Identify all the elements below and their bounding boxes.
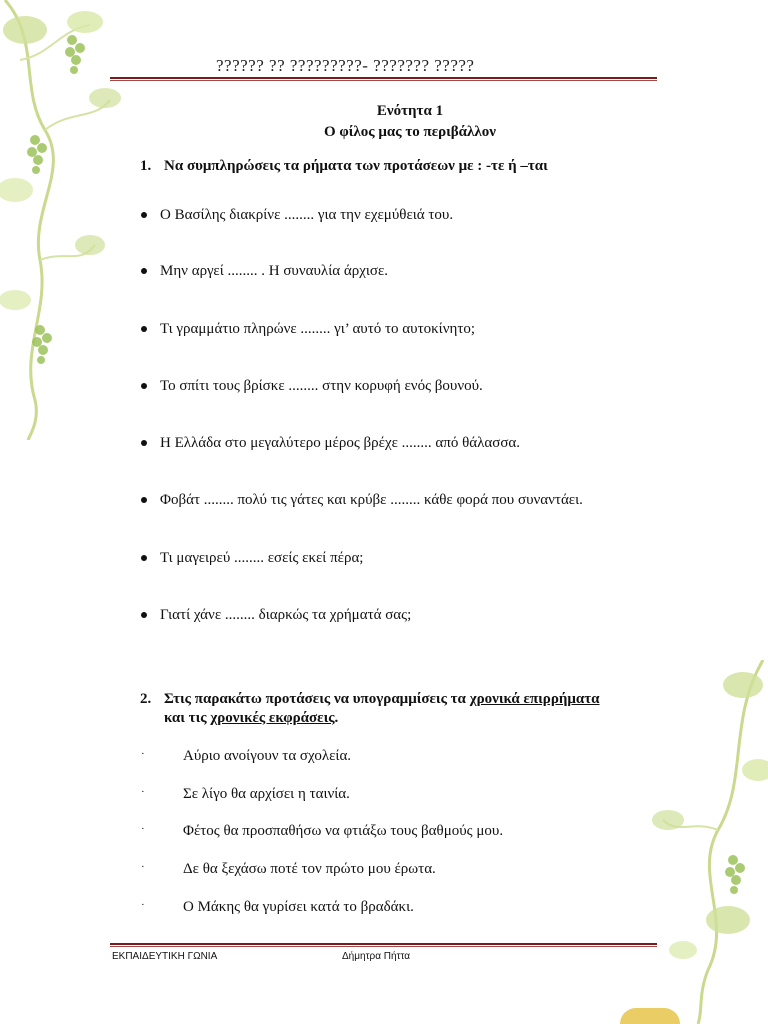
- bullet-icon: [141, 212, 147, 218]
- bullet-icon: [141, 440, 147, 446]
- exercise1-instruction: Να συμπληρώσεις τα ρήματα των προτάσεων με : -τε ή –ται: [164, 158, 548, 174]
- exercise2-number: 2.: [140, 691, 152, 707]
- exercise1-heading: [140, 157, 548, 176]
- exercise2-heading: 2. Στις παρακάτω προτάσεις να υπογραμμίσεις τα χρονικά επιρρήματα και τις χρονικές εκφράσεις.: [140, 691, 600, 726]
- list-item: · Σε λίγο θα αρχίσει η ταινία.: [141, 786, 350, 802]
- underlined-term: χρονικές εκφράσεις: [210, 710, 335, 726]
- underlined-term: χρονικά επιρρήματα: [469, 691, 600, 707]
- corner-decoration: [620, 1008, 680, 1024]
- list-item: Τι μαγειρεύ ........ εσείς εκεί πέρα;: [141, 548, 363, 568]
- grapevine-decoration-left: [0, 0, 130, 440]
- header-rule: [110, 77, 657, 81]
- list-item: Το σπίτι τους βρίσκε ........ στην κορυφή ενός βουνού.: [141, 376, 483, 396]
- list-item: Μην αργεί ........ . Η συναυλία άρχισε.: [141, 261, 388, 281]
- grapevine-decoration-right: [648, 660, 768, 1024]
- list-item: · Ο Μάκης θα γυρίσει κατά το βραδάκι.: [141, 899, 414, 915]
- list-item: · Δε θα ξεχάσω ποτέ τον πρώτο μου έρωτα.: [141, 861, 436, 877]
- list-item: · Φέτος θα προσπαθήσω να φτιάξω τους βαθμούς μου.: [141, 823, 504, 839]
- list-item: Ο Βασίλης διακρίνε ........ για την εχεμύθειά του.: [141, 205, 453, 225]
- list-item: Τι γραμμάτιο πληρώνε ........ γι’ αυτό το αυτοκίνητο;: [141, 319, 475, 339]
- bullet-icon: [141, 268, 147, 274]
- bullet-icon: [141, 612, 147, 618]
- unit-number: Ενότητα 1: [376, 103, 444, 119]
- bullet-icon: [141, 326, 147, 332]
- exercise1-number: 1.: [140, 158, 152, 174]
- list-item: · Αύριο ανοίγουν τα σχολεία.: [141, 748, 352, 764]
- bullet-icon: [141, 497, 147, 503]
- footer-source: ΕΚΠΑΙΔΕΥΤΙΚΗ ΓΩΝΙΑ: [112, 951, 218, 962]
- header-title: ?????? ?? ?????????- ??????? ?????: [216, 56, 475, 75]
- unit-title: [110, 101, 710, 143]
- list-item: Φοβάτ ........ πολύ τις γάτες και κρύβε ........ κάθε φορά που συναντάει.: [141, 490, 583, 510]
- footer-rule: [110, 943, 657, 947]
- list-item: Γιατί χάνε ........ διαρκώς τα χρήματά σας;: [141, 605, 411, 625]
- unit-subtitle: Ο φίλος μας το περιβάλλον: [323, 124, 496, 140]
- bullet-icon: [141, 383, 147, 389]
- list-item: Η Ελλάδα στο μεγαλύτερο μέρος βρέχε ........ από θάλασσα.: [141, 433, 520, 453]
- bullet-icon: [141, 555, 147, 561]
- footer-author: Δήμητρα Πήττα: [342, 951, 411, 962]
